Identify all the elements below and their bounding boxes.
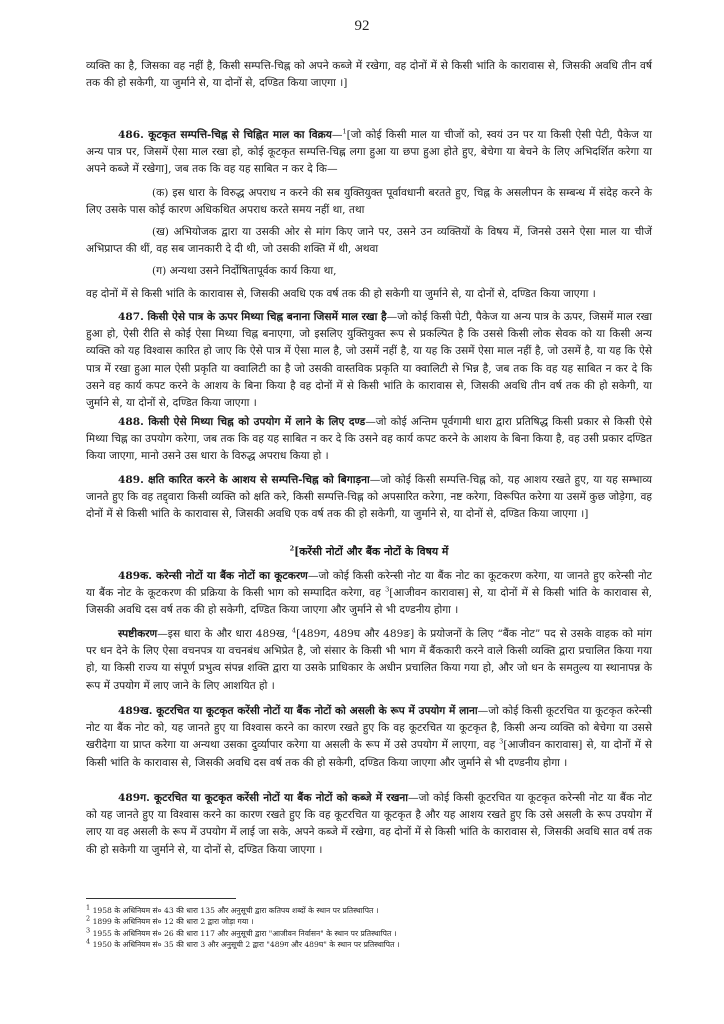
footnote-ref: 3: [385, 585, 390, 594]
section-489b-title: 489ख. कूटरचित या कूटकृत करेंसी नोटों या बैंक नोटों को असली के रूप में उपयोग में लाना: [118, 705, 478, 717]
section-489b: 489ख. कूटरचित या कूटकृत करेंसी नोटों या बैंक नोटों को असली के रूप में उपयोग में लाना—जो कोई किसी कूटरचित या कूटकृत करेन्सी नोट या बैंक नोट को, यह जानते हुए या विश्वास करने का कारण रखते हुए कि वह कूटरचित या कूटकृत है, किसी अन्य व्यक्ति को बेचेगा या उससे खरीदेगा या प्राप्त करेगा या अन्यथा उसका दुर्व्यापार करेगा या असली के रूप में उसे उपयोग में लाएगा, वह $^3$[आजीवन कारावास] से, या दोनों में से किसी भांति के कारावास से, जिसकी अवधि दस वर्ष तक की हो सकेगी, दण्डित किया जाएगा और जुर्माने से भी दण्डनीय होगा ।: [86, 705, 652, 769]
footnote: $^4$ 1950 के अधिनियम सं० 35 की धारा 3 और अनुसूची 2 द्वारा "489ग और 489घ" के स्थान पर प्रतिस्थापित ।: [86, 937, 400, 949]
section-488-title: 488. किसी ऐसे मिथ्या चिह्न को उपयोग में लाने के लिए दण्ड: [118, 416, 366, 428]
section-489c-body: —जो कोई किसी कूटरचित या कूटकृत करेन्सी नोट या बैंक नोट को यह जानते हुए या विश्वास करने का कारण रखते हुए कि वह कूटरचित या कूटकृत है और यह आशय रखते हुए कि उसे असली के रूप उपयोग में लाए या वह असली के रूप में उपयोग में लाई जा सके, अपने कब्जे में रखेगा, वह दोनों में से किसी भांति के कारावास से, जिसकी अवधि सात वर्ष तक की हो सकेगी या जुर्माने से, या दोनों से, दण्डित किया जाएगा ।: [86, 792, 652, 856]
section-486-clause-a: (क) इस धारा के विरुद्ध अपराध न करने की सब युक्तियुक्त पूर्वावधानी बरतते हुए, चिह्न के असलीपन के सम्बन्ध में संदेह करने के लिए उसके पास कोई कारण अधिकथित अपराध करते समय नहीं था, तथा: [86, 187, 652, 217]
section-489: [86, 472, 652, 524]
footnote-ref: 3: [499, 737, 504, 746]
footnote-divider: [86, 898, 236, 899]
section-489a-title: 489क. करेन्सी नोटों या बैंक नोटों का कूटकरण: [118, 570, 308, 582]
footnote: $^1$ 1958 के अधिनियम सं० 43 की धारा 135 और अनुसूची द्वारा कतिपय शब्दों के स्थान पर प्रतिस्थापित ।: [86, 903, 379, 915]
section-488: [86, 414, 652, 466]
section-486-penalty: वह दोनों में से किसी भांति के कारावास से, जिसकी अवधि एक वर्ष तक की हो सकेगी या जुर्माने से, या दोनों से, दण्डित किया जाएगा ।: [86, 288, 596, 300]
continuation-paragraph: व्यक्ति का है, जिसका वह नहीं है, किसी सम्पत्ति-चिह्न को अपने कब्जे में रखेगा, वह दोनों में से किसी भांति के कारावास से, जिसकी अवधि तीन वर्ष तक की हो सकेगी, या जुर्माने से, या दोनों से, दण्डित किया जाएगा ।]: [86, 60, 652, 90]
section-487-body: —जो कोई किसी पेटी, पैकेज या अन्य पात्र के ऊपर, जिसमें माल रखा हुआ हो, ऐसी रीति से कोई ऐसा मिथ्या चिह्न बनाएगा, जो इसलिए युक्तियुक्त रूप से प्रकल्पित है कि उससे किसी लोक सेवक को या किसी अन्य व्यक्ति को यह विश्वास कारित हो जाए कि ऐसे पात्र में ऐसा माल है, जो उसमें नहीं है, या यह कि उसमें ऐसा माल नहीं है, जो उसमें है, या यह कि ऐसे पात्र में रखा हुआ माल ऐसी प्रकृति या क्वालिटी का है जो उसकी वास्तविक प्रकृति या क्वालिटी से भिन्न है, जब तक कि वह यह साबित न कर दे कि उसने वह कार्य कपट करने के आशय के बिना किया है वह दोनों में से किसी भांति के कारावास से, जिसकी अवधि तीन वर्ष तक की हो सकेगी, या जुर्माने से, या दोनों से, दण्डित किया जाएगा ।: [86, 311, 653, 410]
section-486: 486. कूटकृत सम्पत्ति-चिह्न से चिह्नित माल का विक्रय—$^1$[जो कोई किसी माल या चीजों को, स्वयं उन पर या किसी ऐसी पेटी, पैकेज या अन्य पात्र पर, जिसमें ऐसा माल रखा हो, कोई कूटकृत सम्पत्ति-चिह्न लगा हुआ या छपा हुआ होते हुए, बेचेगा या बेचने के लिए अभिदर्शित करेगा या अपने कब्जे में रखेगा], जब तक कि वह यह साबित न कर दे कि—: [86, 127, 652, 176]
section-489c-title: 489ग. कूटरचित या कूटकृत करेंसी नोटों या बैंक नोटों को कब्जे में रखना: [118, 792, 409, 804]
section-488-body: —जो कोई अन्तिम पूर्वगामी धारा द्वारा प्रतिषिद्ध किसी प्रकार से किसी ऐसे मिथ्या चिह्न का उपयोग करेगा, जब तक कि वह यह साबित न कर दे कि उसने वह कार्य कपट करने के आशय के बिना किया है, वह उसी प्रकार दण्डित किया जाएगा, मानो उसने उस धारा के विरुद्ध अपराध किया हो ।: [86, 416, 653, 463]
section-489-body: —जो कोई किसी सम्पत्ति-चिह्न को, यह आशय रखते हुए, या यह सम्भाव्य जानते हुए कि वह तद्द्वारा किसी व्यक्ति को क्षति करे, किसी सम्पत्ति-चिह्न को अपसारित करेगा, नष्ट करेगा, विरूपित करेगा या उसमें कुछ जोड़ेगा, वह दोनों में से किसी भांति के कारावास से, जिसकी अवधि एक वर्ष तक की हो सकेगी, या जुर्माने से, या दोनों से, दण्डित किया जाएगा ।]: [86, 474, 652, 521]
explanation-title: स्पष्टीकरण: [118, 628, 158, 640]
footnote-ref: 4: [291, 626, 297, 635]
section-486-body: [जो कोई किसी माल या चीजों को, स्वयं उन पर या किसी ऐसी पेटी, पैकेज या अन्य पात्र पर, जिसमें ऐसा माल रखा हो, कोई कूटकृत सम्पत्ति-चिह्न लगा हुआ या छपा हुआ होते हुए, बेचेगा या बेचने के लिए अभिदर्शित करेगा या अपने कब्जे में रखेगा], जब तक कि वह यह साबित न कर दे कि—: [86, 129, 652, 176]
footnote-ref: 2: [289, 544, 295, 553]
section-489-title: 489. क्षति कारित करने के आशय से सम्पत्ति-चिह्न को बिगाड़ना: [118, 474, 370, 486]
explanation: स्पष्टीकरण—इस धारा के और धारा 489ख, $^4$[489ग, 489घ और 489ङ] के प्रयोजनों के लिए “बैंक नोट” पद से उसके वाहक को मांग पर धन देने के लिए ऐसा वचनपत्र या वचनबंध अभिप्रेत है, जो संसार के किसी भी भाग में बैंककारी करने वाले किसी व्यक्ति द्वारा प्रचालित किया गया हो, या किसी राज्य या संपूर्ण प्रभुत्व संपन्न शक्ति द्वारा या उसके प्राधिकार के अधीन प्रचालित किया गया हो, और जो धन के समतुल्य या स्थानापन्न के रूप में उपयोग में लाए जाने के लिए आशयित हो ।: [86, 626, 652, 692]
section-489c: [86, 790, 652, 859]
section-487-title: 487. किसी ऐसे पात्र के ऊपर मिथ्या चिह्न बनाना जिसमें माल रखा है: [118, 311, 387, 323]
footnotes: [86, 905, 646, 950]
section-486-clause-b: (ख) अभियोजक द्वारा या उसकी ओर से मांग किए जाने पर, उसने उन व्यक्तियों के विषय में, जिनसे उसने ऐसा माल या चीजें अभिप्राप्त की थीं, वह सब जानकारी दे दी थी, जो उसकी शक्ति में थी, अथवा: [86, 226, 652, 256]
section-487: [86, 309, 652, 412]
chapter-heading: $^2$[करेंसी नोटों और बैंक नोटों के विषय में: [289, 544, 449, 558]
section-486-clause-c: (ग) अन्यथा उसने निर्दोषितापूर्वक कार्य किया था,: [152, 265, 337, 277]
page-number: 92: [354, 18, 370, 34]
footnote-ref: 1: [342, 127, 347, 136]
section-486-title: 486. कूटकृत सम्पत्ति-चिह्न से चिह्नित माल का विक्रय: [118, 129, 332, 141]
section-489a: 489क. करेन्सी नोटों या बैंक नोटों का कूटकरण—जो कोई किसी करेन्सी नोट या बैंक नोट का कूटकरण करेगा, या जानते हुए करेन्सी नोट या बैंक नोट के कूटकरण की प्रक्रिया के किसी भाग को सम्पादित करेगा, वह $^3$[आजीवन कारावास] से, या दोनों में से किसी भांति के कारावास से, जिसकी अवधि दस वर्ष तक की हो सकेगी, दण्डित किया जाएगा और जुर्माने से भी दण्डनीय होगा ।: [86, 570, 653, 617]
footnote: $^3$ 1955 के अधिनियम सं० 26 की धारा 117 और अनुसूची द्वारा "आजीवन निर्वासन" के स्थान पर प्रतिस्थापित ।: [86, 926, 397, 938]
footnote: $^2$ 1899 के अधिनियम सं० 12 की धारा 2 द्वारा जोड़ा गया ।: [86, 914, 254, 927]
